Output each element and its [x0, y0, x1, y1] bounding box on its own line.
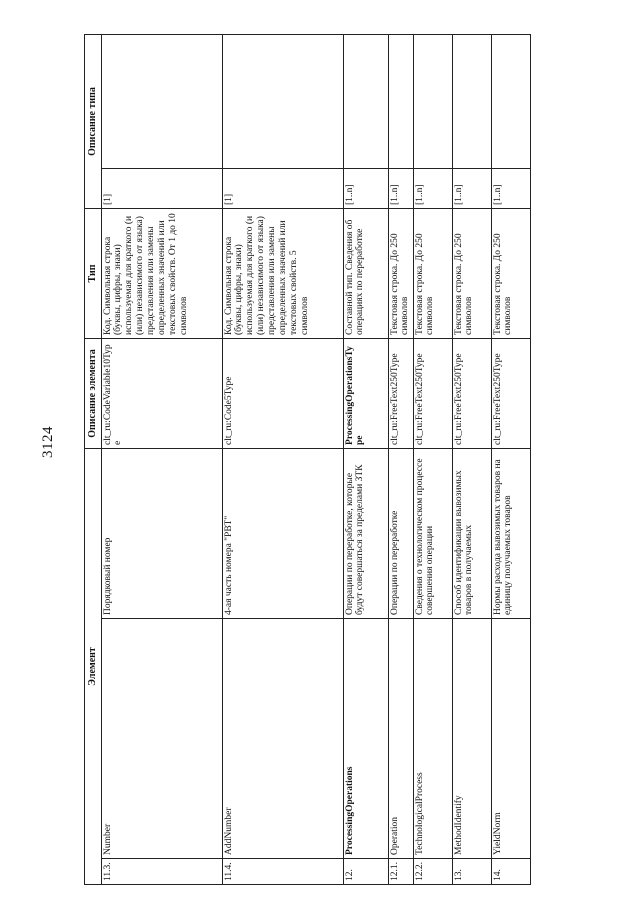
row-spacer [452, 34, 491, 168]
column-header-type: Тип [85, 208, 102, 338]
column-header-type-description: Описание типа [85, 34, 102, 208]
row-type: clt_ru:CodeVariable10Type [101, 338, 222, 448]
row-element: AddNumber [222, 619, 343, 859]
row-description: 4-ая часть номера "РВТ" [222, 448, 343, 618]
row-description: Порядковый номер [101, 448, 222, 618]
rotated-table-container [84, 35, 531, 885]
row-element: TechnologicalProcess [413, 619, 452, 859]
page-number: 3124 [40, 426, 56, 458]
row-multiplicity: [1..n] [452, 168, 491, 208]
row-description: Нормы расхода вывозимых товаров на единицу получаемых товаров [491, 448, 530, 618]
table-row [222, 34, 343, 884]
row-multiplicity: [1..n] [491, 168, 530, 208]
row-type: clt_ru:FreeText250Type [413, 338, 452, 448]
row-spacer [413, 34, 452, 168]
row-number: 11.4. [222, 859, 343, 885]
table-row [491, 34, 530, 884]
row-type-description: Текстовая строка. До 250 символов [388, 208, 413, 338]
column-header-description: Описание элемента [85, 338, 102, 448]
table-row [413, 34, 452, 884]
row-number: 13. [452, 859, 491, 885]
row-spacer [343, 34, 388, 168]
row-number: 12.2. [413, 859, 452, 885]
table-row [452, 34, 491, 884]
row-description: Сведения о технологическом процессе совершения операции [413, 448, 452, 618]
row-type-description: Текстовая строка. До 250 символов [413, 208, 452, 338]
column-header-element: Элемент [85, 448, 102, 884]
row-description: Способ идентификации вывозимых товаров в получаемых [452, 448, 491, 618]
row-number: 12. [343, 859, 388, 885]
row-description: Операции по переработке [388, 448, 413, 618]
table-row [388, 34, 413, 884]
row-multiplicity: [1..n] [388, 168, 413, 208]
row-spacer [222, 34, 343, 168]
row-type-description: Текстовая строка. До 250 символов [491, 208, 530, 338]
row-element: Number [101, 619, 222, 859]
table-header-row [85, 34, 102, 884]
row-type: clt_ru:FreeText250Type [491, 338, 530, 448]
row-type-description: Код. Символьная строка (буквы, цифры, знаки) используемая для краткого (и (или) независимого от языка) представления или замены определенных значений или текстовых свойств. 5 символов [222, 208, 343, 338]
row-element: Operation [388, 619, 413, 859]
row-element: ProcessingOperations [343, 619, 388, 859]
table-row [101, 34, 222, 884]
row-multiplicity: [1..n] [343, 168, 388, 208]
schema-table [84, 34, 531, 885]
row-type: clt_ru:Code5Type [222, 338, 343, 448]
row-type: clt_ru:FreeText250Type [388, 338, 413, 448]
row-type: ProcessingOperationsType [343, 338, 388, 448]
row-element: MethodIdentify [452, 619, 491, 859]
row-number: 11.3. [101, 859, 222, 885]
row-spacer [491, 34, 530, 168]
row-description: Операции по переработке, которые будут совершаться за пределами ЗТК [343, 448, 388, 618]
table-row [343, 34, 388, 884]
row-multiplicity: [1] [101, 168, 222, 208]
row-type-description: Составной тип. Сведения об операциях по переработке [343, 208, 388, 338]
row-multiplicity: [1] [222, 168, 343, 208]
row-spacer [101, 34, 222, 168]
row-type: clt_ru:FreeText250Type [452, 338, 491, 448]
row-spacer [388, 34, 413, 168]
row-number: 12.1. [388, 859, 413, 885]
row-element: YieldNorm [491, 619, 530, 859]
row-multiplicity: [1..n] [413, 168, 452, 208]
row-type-description: Код. Символьная строка (буквы, цифры, знаки) используемая для краткого (и (или) независимого от языка) представления или замены определенных значений или текстовых свойств. От 1 до 10 символов [101, 208, 222, 338]
row-type-description: Текстовая строка. До 250 символов [452, 208, 491, 338]
row-number: 14. [491, 859, 530, 885]
